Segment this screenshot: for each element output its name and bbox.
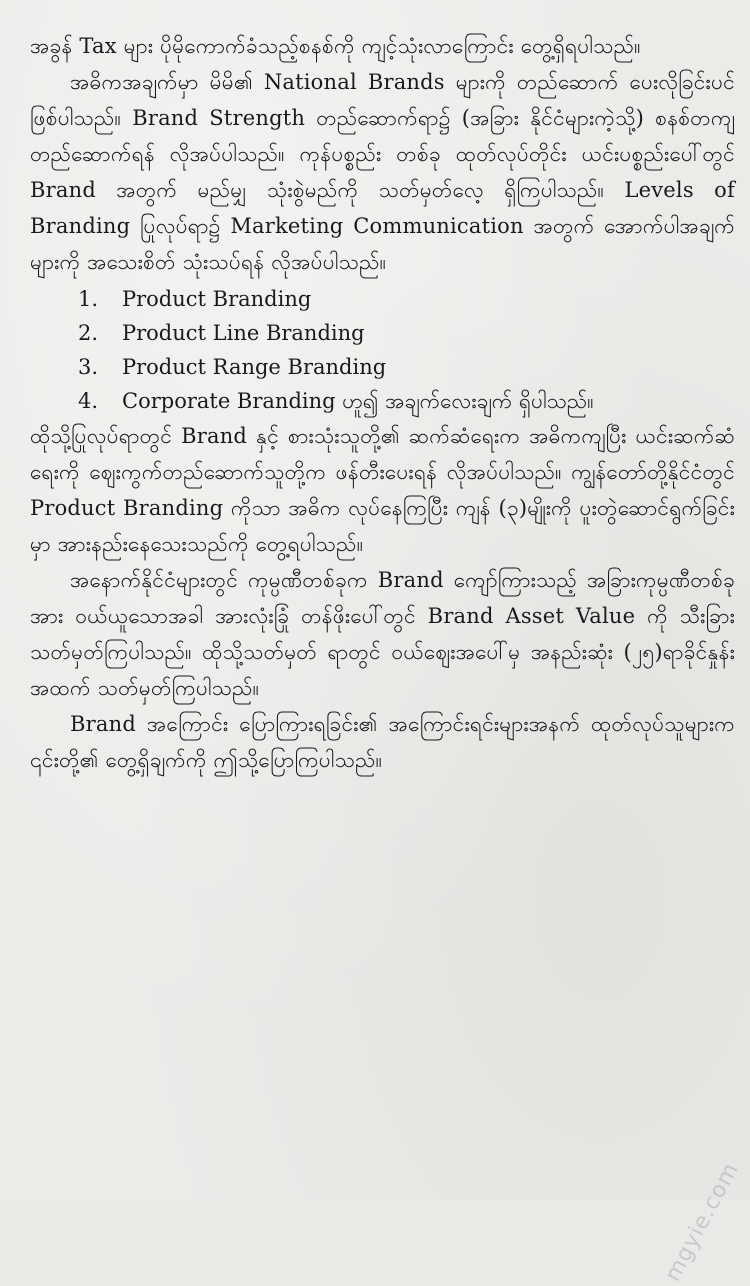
paragraph-4: အနောက်နိုင်ငံများတွင် ကုမ္ပဏီတစ်ခုက Brand ကျော်ကြားသည့် အခြားကုမ္ပဏီတစ်ခုအား ဝယ်ယူသောအခါ အားလုံးခြုံ တန်ဖိုးပေါ်တွင် Brand Asset Value ကို သီးခြားသတ်မှတ်ကြပါသည်။ ထိုသို့သတ်မှတ် ရာတွင် ဝယ်ဈေးအပေါ်မှ အနည်းဆုံး (၂၅)ရာခိုင်နှုန်းအထက် သတ်မှတ်ကြပါသည်။ [30,568,735,700]
list-number: 4. [78,389,99,413]
list-number: 2. [78,321,99,345]
page-text-block [30,28,735,778]
list-text: Product Branding [122,287,312,311]
list-item [30,282,735,316]
list-text: Corporate Branding ဟူ၍ အချက်လေးချက် ရှိပါသည်။ [122,389,594,413]
branding-levels-list [30,282,735,418]
list-item [30,384,735,418]
paragraph-3: ထိုသို့ပြုလုပ်ရာတွင် Brand နှင့် စားသုံးသူတို့၏ ဆက်ဆံရေးက အဓိကကျပြီး ယင်းဆက်ဆံရေးကို ဈေးကွက်တည်ဆောက်သူတို့က ဖန်တီးပေးရန် လိုအပ်ပါသည်။ ကျွန်တော်တို့နိုင်ငံတွင် Product Branding ကိုသာ အဓိက လုပ်နေကြပြီး ကျန် (၃)မျိုးကို ပူးတွဲဆောင်ရွက်ခြင်းမှာ အားနည်းနေသေးသည်ကို တွေ့ရပါသည်။ [30,424,735,556]
list-text: Product Range Branding [122,355,387,379]
watermark: mgyie.com [660,1158,744,1286]
paragraph-2: အဓိကအချက်မှာ မိမိ၏ National Brands များကို တည်ဆောက် ပေးလိုခြင်းပင် ဖြစ်ပါသည်။ Brand Strength တည်ဆောက်ရာ၌ (အခြား နိုင်ငံများကဲ့သို့) စနစ်တကျ တည်ဆောက်ရန် လိုအပ်ပါသည်။ ကုန်ပစ္စည်း တစ်ခု ထုတ်လုပ်တိုင်း ယင်းပစ္စည်းပေါ်တွင် Brand အတွက် မည်မျှ သုံးစွဲမည်ကို သတ်မှတ်လေ့ ရှိကြပါသည်။ Levels of Branding ပြုလုပ်ရာ၌ Marketing Communication အတွက် အောက်ပါအချက် များကို အသေးစိတ် သုံးသပ်ရန် လိုအပ်ပါသည်။ [30,70,735,274]
paragraph-1: အခွန် Tax များ ပိုမိုကောက်ခံသည့်စနစ်ကို ကျင့်သုံးလာကြောင်း တွေ့ရှိရပါသည်။ [30,34,641,58]
list-item [30,316,735,350]
paragraph-5: Brand အကြောင်း ပြောကြားရခြင်း၏ အကြောင်းရင်းများအနက် ထုတ်လုပ်သူများက ၎င်းတို့၏ တွေ့ရှိချက်ကို ဤသို့ပြောကြပါသည်။ [30,712,735,772]
list-number: 1. [78,287,99,311]
list-number: 3. [78,355,99,379]
list-text: Product Line Branding [122,321,365,345]
list-item [30,350,735,384]
